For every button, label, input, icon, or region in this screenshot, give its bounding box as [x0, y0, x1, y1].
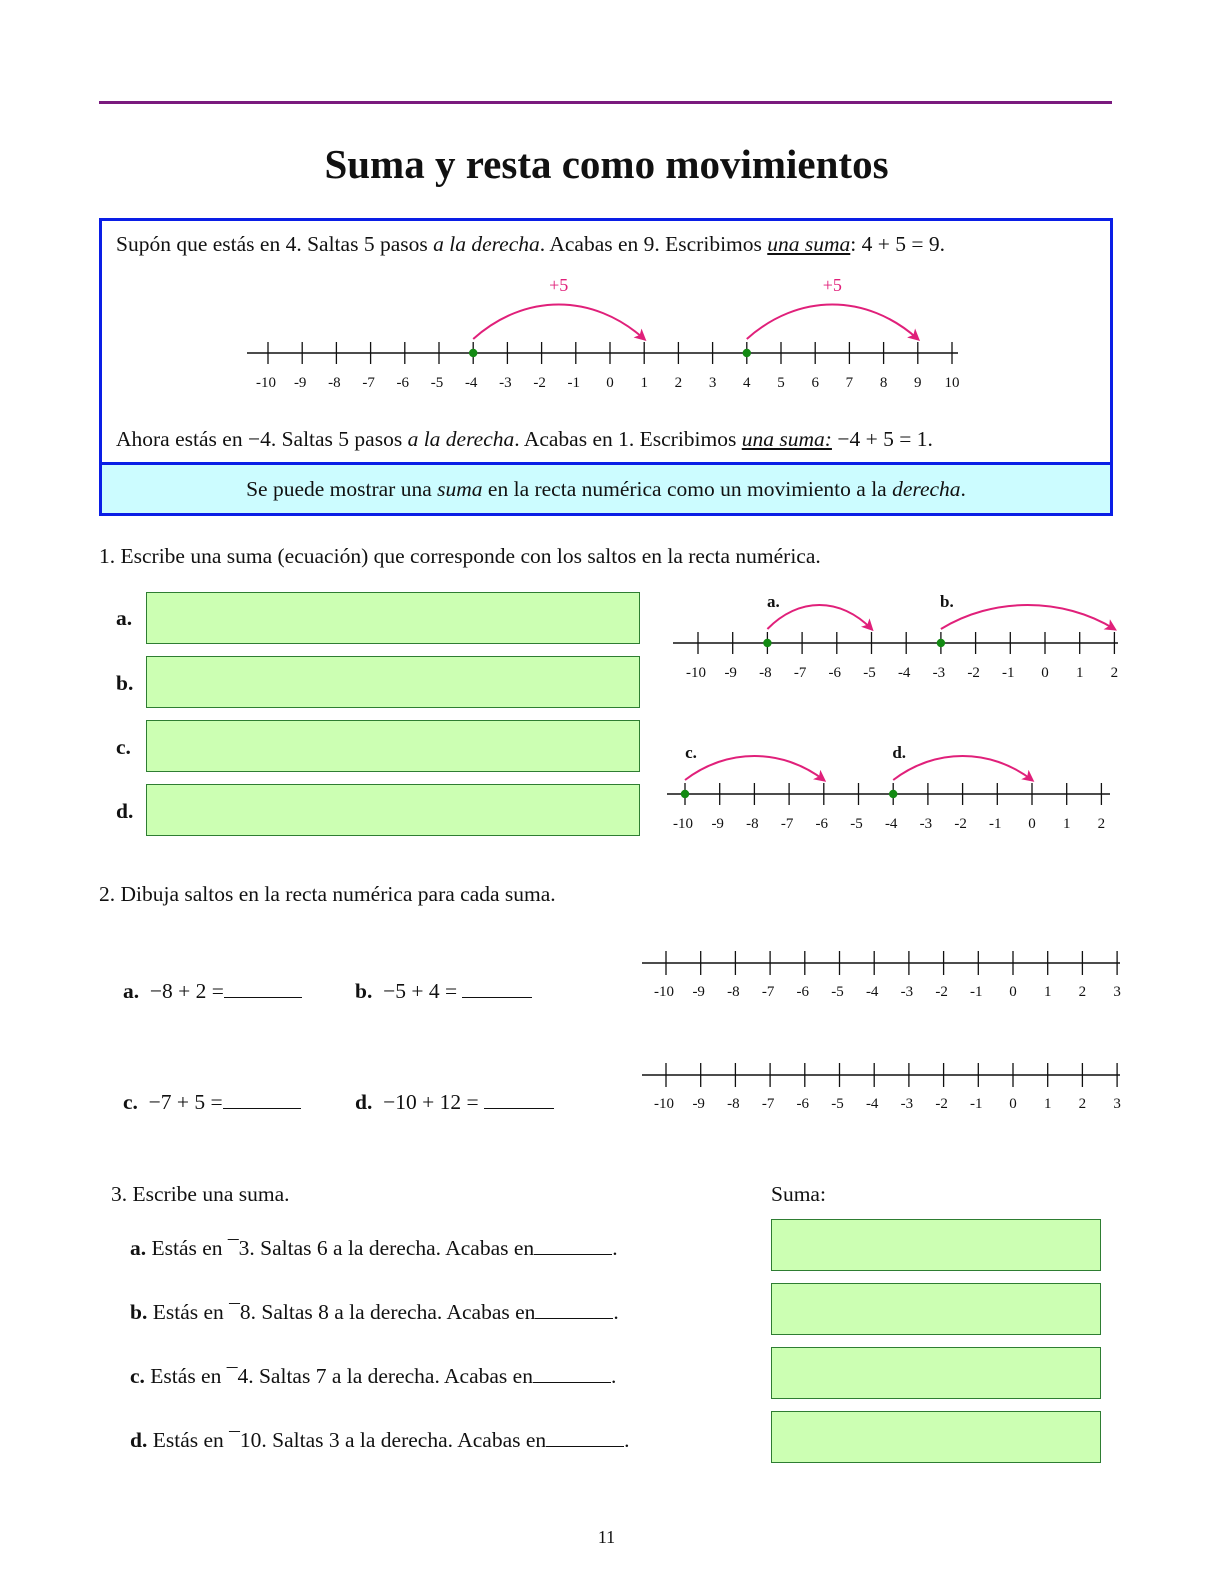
q2-item-c [123, 1090, 301, 1115]
italic-text: a la derecha [433, 232, 540, 256]
tick-label: -8 [328, 375, 341, 391]
tick-label: 1 [640, 375, 648, 391]
tick-label: 2 [1097, 816, 1106, 832]
text: Se puede mostrar una [246, 477, 438, 501]
italic-text: a la derecha [407, 427, 515, 451]
tick-label: -6 [796, 1096, 810, 1112]
tick-label: 5 [777, 375, 785, 391]
tick-label: -3 [900, 1096, 914, 1112]
period: . [610, 1364, 617, 1388]
question-1-heading: 1. Escribe una suma (ecuación) que corresponde con los saltos en la recta numérica. [99, 544, 821, 568]
q1-answer-b[interactable] [146, 656, 640, 708]
tick-label: 9 [914, 375, 922, 391]
tick-label: -1 [970, 1096, 983, 1112]
jump-label: b. [940, 592, 954, 611]
q1-number-line-ab [660, 585, 1120, 685]
period: . [624, 1428, 630, 1452]
tick-label: 1 [1043, 984, 1052, 1000]
q1-answer-d[interactable] [146, 784, 640, 836]
tick-label: 0 [606, 375, 614, 391]
q2-item-a [123, 979, 302, 1004]
tick-label: -2 [967, 665, 980, 681]
text: . Acabas en 1. Escribimos [514, 427, 742, 451]
item-text: Estás en ¯4. Saltas 7 a la derecha. Acabas en [150, 1364, 533, 1388]
text: Ahora estás en −4. Saltas 5 pasos [116, 427, 408, 451]
start-dot [889, 790, 897, 798]
intro-number-line [240, 275, 970, 400]
equation-text: : 4 + 5 = 9. [850, 232, 946, 256]
item-text: Estás en ¯10. Saltas 3 a la derecha. Acabas en [152, 1428, 547, 1452]
tick-label: -1 [970, 984, 983, 1000]
tick-label: -2 [935, 1096, 948, 1112]
tick-label: -10 [686, 665, 706, 681]
tick-label: 3 [1113, 984, 1121, 1000]
tick-label: -6 [396, 375, 410, 391]
tick-label: 3 [1113, 1096, 1121, 1112]
jump-arrow [767, 605, 871, 629]
item-label: d. [355, 1090, 373, 1114]
jump-arrow [685, 756, 824, 780]
tick-label: -4 [865, 1096, 879, 1112]
tick-label: 6 [811, 375, 819, 391]
start-dot [763, 639, 771, 647]
jump-label: +5 [549, 275, 569, 295]
answer-blank[interactable] [224, 979, 302, 998]
tick-label: -7 [780, 816, 794, 832]
item-label: d. [130, 1428, 148, 1452]
jump-arrow [747, 305, 918, 340]
tick-label: -9 [711, 816, 724, 832]
start-dot [681, 790, 689, 798]
expression: −7 + 5 = [148, 1090, 223, 1114]
tick-label: -7 [362, 375, 375, 391]
tick-label: -10 [673, 816, 693, 832]
q3-item-b [130, 1300, 619, 1325]
q3-answer-a[interactable] [771, 1219, 1101, 1271]
tick-label: 2 [1078, 1096, 1087, 1112]
tick-label: -3 [900, 984, 914, 1000]
answer-blank[interactable] [546, 1428, 624, 1447]
tick-label: 0 [1009, 984, 1017, 1000]
tick-label: -4 [865, 984, 879, 1000]
intro-line-1 [116, 232, 945, 257]
expression: −10 + 12 = [383, 1090, 479, 1114]
tick-label: -5 [831, 1096, 844, 1112]
tick-label: -9 [692, 984, 705, 1000]
answer-blank[interactable] [533, 1364, 611, 1383]
jump-arrow [941, 605, 1115, 629]
q2-item-b [355, 979, 532, 1004]
equation-text: −4 + 5 = 1. [831, 427, 933, 451]
tick-label: -7 [761, 984, 775, 1000]
tick-label: 2 [1110, 665, 1119, 681]
tick-label: -10 [654, 1096, 674, 1112]
answer-blank[interactable] [484, 1090, 554, 1109]
text: . [960, 477, 966, 501]
tick-label: -10 [256, 375, 276, 391]
answer-blank[interactable] [535, 1300, 613, 1319]
tick-label: 7 [845, 375, 854, 391]
italic-text: suma [437, 477, 483, 501]
q3-answer-d[interactable] [771, 1411, 1101, 1463]
tick-label: 8 [879, 375, 888, 391]
tick-label: -4 [884, 816, 898, 832]
item-label: a. [130, 1236, 147, 1260]
period: . [612, 1236, 618, 1260]
q3-answer-c[interactable] [771, 1347, 1101, 1399]
tick-label: 4 [743, 375, 751, 391]
q1-label-b: b. [116, 671, 134, 695]
italic-text: derecha [892, 477, 961, 501]
tick-label: -5 [850, 816, 863, 832]
tick-label: -6 [828, 665, 842, 681]
jump-arrow [473, 305, 644, 340]
item-label: c. [123, 1090, 138, 1114]
q2-number-line-2[interactable] [630, 1052, 1120, 1122]
tick-label: -8 [727, 984, 740, 1000]
tick-label: -2 [954, 816, 967, 832]
tick-label: -3 [499, 375, 512, 391]
item-label: c. [130, 1364, 145, 1388]
tick-label: 1 [1043, 1096, 1052, 1112]
expression: −5 + 4 = [383, 979, 458, 1003]
tick-label: 0 [1041, 665, 1049, 681]
tick-label: -9 [692, 1096, 705, 1112]
tick-label: 2 [674, 375, 683, 391]
jump-label: c. [685, 743, 697, 762]
tick-label: -6 [815, 816, 829, 832]
tick-label: -8 [759, 665, 772, 681]
tick-label: -3 [919, 816, 933, 832]
item-text: Estás en ¯8. Saltas 8 a la derecha. Acabas en [152, 1300, 536, 1324]
expression: −8 + 2 = [149, 979, 224, 1003]
intro-line-2 [116, 427, 933, 452]
tick-label: -5 [863, 665, 876, 681]
q1-label-a: a. [116, 606, 133, 630]
tick-label: -2 [935, 984, 948, 1000]
q2-number-line-1[interactable] [630, 940, 1120, 1010]
tick-label: 0 [1028, 816, 1036, 832]
underlined-text: una suma [767, 232, 851, 256]
item-label: b. [130, 1300, 148, 1324]
tick-label: -6 [796, 984, 810, 1000]
q3-item-d [130, 1428, 630, 1453]
q1-number-line-cd [655, 735, 1115, 835]
q1-answer-a[interactable] [146, 592, 640, 644]
question-3-heading: 3. Escribe una suma. [111, 1182, 290, 1206]
question-2-heading: 2. Dibuja saltos en la recta numérica para cada suma. [99, 882, 556, 906]
tick-label: -4 [464, 375, 478, 391]
tick-label: -1 [1002, 665, 1015, 681]
tick-label: -3 [932, 665, 946, 681]
tick-label: -7 [793, 665, 807, 681]
text: . Acabas en 9. Escribimos [539, 232, 768, 256]
tick-label: -8 [727, 1096, 740, 1112]
tick-label: -1 [989, 816, 1002, 832]
tick-label: -9 [724, 665, 737, 681]
tick-label: -2 [533, 375, 546, 391]
tick-label: 3 [708, 375, 717, 391]
q3-item-c [130, 1364, 616, 1389]
q2-item-d [355, 1090, 554, 1115]
answer-blank[interactable] [534, 1236, 612, 1255]
period: . [613, 1300, 619, 1324]
item-label: b. [355, 979, 373, 1003]
page-title: Suma y resta como movimientos [324, 141, 889, 187]
q1-label-c: c. [116, 735, 131, 759]
tick-label: -5 [831, 984, 844, 1000]
tick-label: 2 [1078, 984, 1087, 1000]
top-rule [99, 101, 1112, 104]
q3-answer-b[interactable] [771, 1283, 1101, 1335]
tick-label: -8 [746, 816, 759, 832]
page-number: 11 [597, 1527, 616, 1547]
jump-label: d. [892, 743, 907, 762]
jump-label: a. [767, 592, 780, 611]
tick-label: 10 [944, 375, 960, 391]
underlined-text: una suma: [741, 427, 832, 451]
start-dot [937, 639, 945, 647]
tick-label: 0 [1009, 1096, 1017, 1112]
tick-label: -10 [654, 984, 674, 1000]
text: en la recta numérica como un movimiento a la [482, 477, 893, 501]
rule-callout [99, 462, 1113, 516]
text: Supón que estás en 4. Saltas 5 pasos [116, 232, 434, 256]
tick-label: 1 [1075, 665, 1084, 681]
tick-label: -1 [567, 375, 581, 391]
q1-answer-c[interactable] [146, 720, 640, 772]
start-dot [743, 349, 751, 357]
item-label: a. [123, 979, 140, 1003]
item-text: Estás en ¯3. Saltas 6 a la derecha. Acabas en [151, 1236, 535, 1260]
tick-label: -7 [761, 1096, 775, 1112]
suma-heading: Suma: [771, 1182, 826, 1206]
tick-label: 1 [1062, 816, 1071, 832]
answer-blank[interactable] [462, 979, 532, 998]
q3-item-a [130, 1236, 618, 1261]
answer-blank[interactable] [223, 1090, 301, 1109]
tick-label: -9 [293, 375, 307, 391]
jump-arrow [893, 756, 1032, 780]
start-dot [469, 349, 477, 357]
jump-label: +5 [822, 275, 842, 295]
q1-label-d: d. [116, 799, 134, 823]
tick-label: -5 [430, 375, 444, 391]
tick-label: -4 [897, 665, 911, 681]
